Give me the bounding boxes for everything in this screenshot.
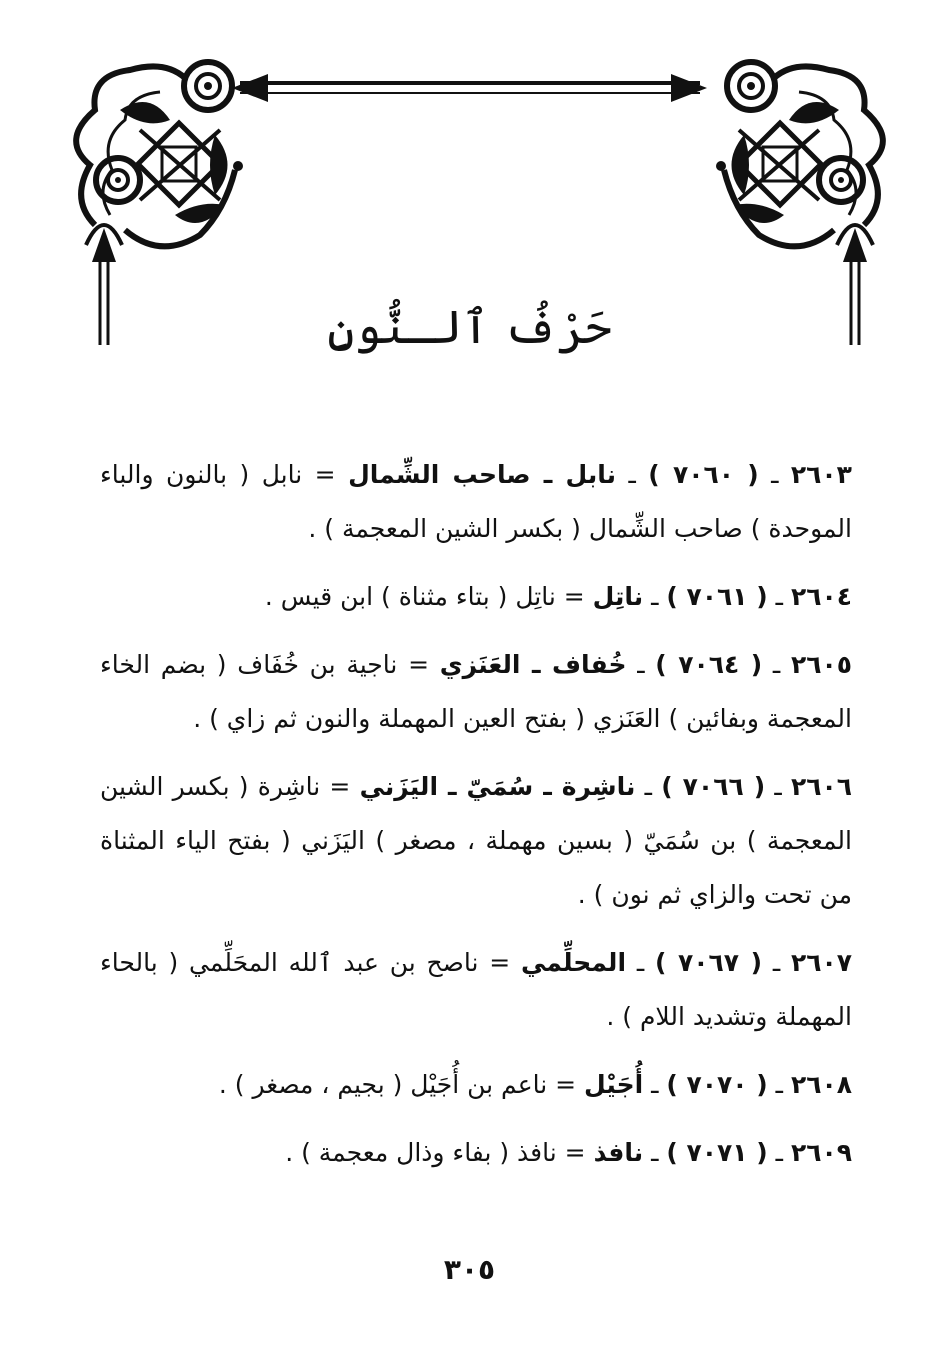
entry-description: = نافذ ( بفاء وذال معجمة ) .	[285, 1138, 586, 1167]
entry-ref: ( ٧٠٧٠ )	[666, 1070, 768, 1099]
entry-2605	[100, 638, 852, 746]
separator: ـ	[767, 1070, 783, 1099]
entry-number: ٢٦٠٤	[790, 582, 852, 611]
separator: ـ	[765, 772, 782, 801]
separator: ـ	[643, 1070, 659, 1099]
entry-number: ٢٦٠٨	[790, 1070, 852, 1099]
section-heading: حَرْفُ ٱلـنُّونِ	[327, 300, 612, 354]
separator: ـ	[643, 1138, 659, 1167]
separator: ـ	[767, 582, 783, 611]
entry-number: ٢٦٠٦	[790, 772, 853, 801]
entry-2607	[100, 936, 852, 1044]
entry-names: المحلِّمي	[521, 948, 627, 977]
entry-2608	[100, 1058, 852, 1112]
page-number: ٣٠٥	[443, 1253, 496, 1286]
entry-names: نافذ	[593, 1138, 644, 1167]
separator: ـ	[762, 948, 781, 977]
entry-2603	[100, 448, 852, 556]
separator: ـ	[626, 948, 645, 977]
entry-2606	[100, 760, 852, 922]
entry-description: = ناعم بن أُجَيْل ( بجيم ، مصغر ) .	[218, 1070, 577, 1099]
entry-ref: ( ٧٠٦٤ )	[655, 650, 763, 679]
entry-2604	[100, 570, 852, 624]
entry-description: = ناجية بن خُفَاف ( بضم الخاء المعجمة وبفائين ) العَنَزي ( بفتح العين المهملة والنون ثم زاي ) .	[100, 650, 852, 733]
entry-names: نابل ـ صاحب الشِّمال	[348, 460, 617, 489]
entries-list	[100, 448, 852, 1194]
entry-ref: ( ٧٠٦٧ )	[654, 948, 763, 977]
separator: ـ	[626, 650, 645, 679]
entry-ref: ( ٧٠٦٠ )	[648, 460, 759, 489]
entry-number: ٢٦٠٣	[790, 460, 852, 489]
entry-ref: ( ٧٠٦١ )	[666, 582, 768, 611]
entry-names: أُجَيْل	[584, 1070, 644, 1099]
entry-names: خُفاف ـ العَنَزي	[439, 650, 627, 679]
top-bar	[232, 74, 707, 102]
separator: ـ	[762, 650, 781, 679]
entry-description: = نابل ( بالنون والباء الموحدة ) صاحب الشِّمال ( بكسر الشين المعجمة ) .	[100, 460, 852, 543]
entry-number: ٢٦٠٩	[790, 1138, 852, 1167]
entry-description: = ناشِرة ( بكسر الشين المعجمة ) بن سُمَيّ ( بسين مهملة ، مصغر ) اليَزَني ( بفتح الياء المثناة من تحت والزاي ثم نون ) .	[100, 772, 852, 909]
entry-description: = ناتِل ( بتاء مثناة ) ابن قيس .	[264, 582, 585, 611]
separator: ـ	[767, 1138, 783, 1167]
entry-ref: ( ٧٠٦٦ )	[661, 772, 766, 801]
separator: ـ	[643, 582, 659, 611]
entry-ref: ( ٧٠٧١ )	[666, 1138, 768, 1167]
separator: ـ	[616, 460, 636, 489]
entry-number: ٢٦٠٧	[790, 948, 853, 977]
separator: ـ	[635, 772, 652, 801]
entry-description: = ناصح بن عبد ٱلله المحَلِّمي ( بالحاء المهملة وتشديد اللام ) .	[100, 948, 852, 1031]
entry-number: ٢٦٠٥	[790, 650, 852, 679]
entry-names: ناتِل	[592, 582, 644, 611]
separator: ـ	[758, 460, 779, 489]
entry-2609	[100, 1126, 852, 1180]
entry-names: ناشِرة ـ سُمَيّ ـ اليَزَني	[359, 772, 636, 801]
